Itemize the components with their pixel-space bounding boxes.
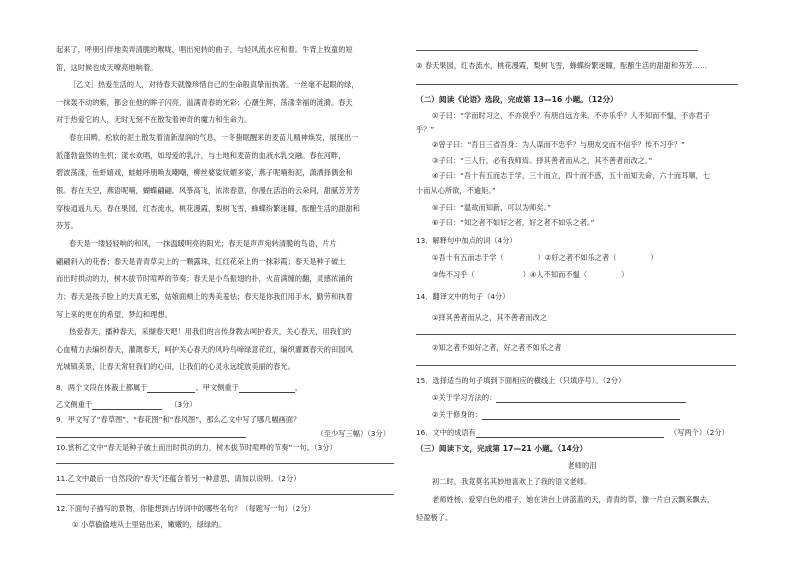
question-14-item-1: ①择其善者而从之，其不善者而改之 bbox=[432, 313, 548, 322]
answer-line[interactable] bbox=[56, 463, 394, 464]
question-13-item: ）②好之者不如乐之者（ bbox=[537, 253, 617, 262]
question-13-row-1 bbox=[416, 253, 748, 263]
text-line: 心血精力去编织春天，灌溉春天，呵护关心春天的风吟鸟啼绿意花红，编织灌溉春天的田园风 bbox=[56, 345, 353, 354]
text-line: ［乙文］热爱生活的人，对待春天就像珍惜自己的生命般真挚而执著。一丝毫不起眼的绿， bbox=[69, 80, 359, 89]
question-14: 14．翻译文中的句子（4分） bbox=[416, 292, 510, 301]
question-8-after: ， bbox=[294, 383, 303, 392]
text-line: 一抹轰不动的紫，都会在他的眸子闪亮，溢满青春的光彩；心潮生辉，荡漾幸福的涟漪。春天 bbox=[56, 98, 353, 107]
text-line: 热爱春天，播种春天，采撷春天吧！用我们的言传身教去呵护春天，关心春天，用我们的 bbox=[69, 327, 352, 336]
answer-blank[interactable] bbox=[482, 411, 680, 420]
answer-blank[interactable] bbox=[476, 429, 664, 438]
question-9: 9．甲文写了“春草图”、“春花图”和“春风图”，那么乙文中写了哪几幅画面？ bbox=[56, 415, 301, 424]
question-13-item: ）④人不知而不愠（ bbox=[522, 270, 588, 279]
answer-blank[interactable] bbox=[496, 394, 686, 403]
text-line: 穿梭逍遥九天。春在果园，红杏流水，桃花漫霞，梨树飞雪，蜂蝶纷繁迷瞳，酝酿生活的甜甜和 bbox=[56, 204, 360, 213]
text-line: 写上来的更在的希望、梦幻和理想。 bbox=[56, 310, 172, 319]
question-15: 15．选择适当的句子填到下面相应的横线上（只填序号）。（2分） bbox=[416, 376, 626, 385]
question-15-item-1 bbox=[416, 393, 748, 403]
question-12-item-1: ① 小草偷偷地从土里钻出来，嫩嫩的，绿绿的。 bbox=[72, 520, 226, 529]
quote-line: ⑤子曰：“温故而知新，可以为师矣。” bbox=[432, 203, 552, 212]
text-line: 光城镇美景，让春天常驻我们的心田，让我们的心灵永远绽放美丽的春光。 bbox=[56, 362, 295, 371]
answer-line[interactable] bbox=[416, 365, 736, 366]
text-line: 起来了，呼朋引伴地卖弄清脆的喉咙，唱出宛转的曲子，与轻风流水应和着。牛背上牧童的短 bbox=[56, 45, 353, 54]
text-line: 春在田畴，松软的泥土散发着清新湿润的气息，一冬蛰眠醒来的麦苗儿精神焕发，展现出一 bbox=[69, 133, 359, 142]
text-line: 派蓬勃盎然的生机；漾水欢唱，如母爱的乳汁，与土地和麦苗的血液水乳交融。春在河畔， bbox=[56, 151, 346, 160]
answer-blank[interactable] bbox=[92, 401, 162, 410]
question-8 bbox=[56, 383, 400, 393]
text-line: 笛，这时候也成天嘹亮地响着。 bbox=[56, 63, 158, 72]
question-15-label: ②关于修身的： bbox=[432, 410, 482, 419]
answer-line[interactable] bbox=[416, 50, 698, 51]
question-15-label: ①关于学习方法的： bbox=[432, 393, 497, 402]
question-8-mid: 。甲文侧重于 bbox=[195, 383, 239, 392]
question-9-note bbox=[56, 429, 400, 439]
text-line: 翩翩斜入的花香；春天是青青草尖上的一颗露珠，红红花朵上的一抹彩霞；春天是种子破土 bbox=[56, 257, 346, 266]
quote-line: ⑥子曰：“知之者不如好之者，好之者不如乐之者。” bbox=[432, 218, 595, 227]
question-score: （3分） bbox=[170, 400, 197, 409]
question-15-item-2 bbox=[416, 410, 748, 420]
story-title: 老师的泪 bbox=[567, 461, 597, 470]
question-13-item: ） bbox=[621, 270, 629, 279]
section-heading: （三）阅读下文，完成第 17—21 小题。（14分） bbox=[416, 444, 588, 453]
story-line: 轻盈极了。 bbox=[416, 513, 453, 522]
quote-line: ②曾子曰：“吾日三省吾身：为人谋而不忠乎？与朋友交而不信乎？传不习乎？” bbox=[432, 140, 685, 149]
quote-line: ④子曰：“吾十有五而志于学，三十而立，四十而不惑，五十而知天命，六十而耳顺，七 bbox=[432, 171, 711, 180]
section-heading: （二）阅读《论语》选段，完成第 13—16 小题。（12分） bbox=[416, 95, 618, 104]
question-8-text: 乙文侧重于 bbox=[56, 400, 93, 409]
text-line: 而出时拱动的力，树木拔节时喧哗的节奏；春天是小鸟振翅的扑，火苗满缠的翻，灵感浓涌的 bbox=[56, 274, 353, 283]
story-line: 初二时，我竟莫名其妙地喜欢上了我的语文老师。 bbox=[432, 477, 592, 486]
question-9-score: （至少写三幅）（3分） bbox=[316, 429, 390, 438]
question-12: 12.下面句子描写的景物，你能想到古诗词中的哪些名句？（每题写一句）（2分） bbox=[56, 504, 315, 513]
question-13-item: ） bbox=[650, 253, 658, 262]
answer-blank[interactable] bbox=[239, 384, 295, 393]
question-13-item: ①吾十有五而志于学（ bbox=[432, 253, 504, 262]
question-16 bbox=[416, 428, 748, 438]
text-line: 碧波荡漾，鱼虾嬉戏，蛙蛙呼朋唤友嘲嘲，柳丝婆娑妩媚多姿，燕子呢喃衔泥，潇洒择偶金和 bbox=[56, 168, 353, 177]
answer-blank[interactable] bbox=[147, 384, 195, 393]
story-line: 老师姓杨，爱穿白色的裙子，她在讲台上讲蓝蓝的天，青青的草，像一片白云飘来飘去， bbox=[432, 495, 715, 504]
answer-line[interactable] bbox=[56, 494, 394, 495]
question-11: 11.乙文中最后一自然段的“春天”还蕴含着另一种意思，请加以说明。（2分） bbox=[56, 474, 301, 483]
text-line: 力；春天是孩子脸上的天真无邪，姑娘面颊上的秀美羞怯；春天是你我们用手水，勤劳和执着 bbox=[56, 292, 353, 301]
question-14-item-2: ②知之者不如好之者，好之者不如乐之者 bbox=[432, 343, 562, 352]
answer-line[interactable] bbox=[416, 84, 738, 85]
quote-line: 乎？” bbox=[416, 125, 435, 134]
question-13-row-2 bbox=[416, 270, 748, 280]
answer-line[interactable] bbox=[416, 334, 736, 335]
question-13: 13．解释句中加点的词（4分） bbox=[416, 236, 517, 245]
question-16-score: （写两个）（2分） bbox=[669, 428, 729, 437]
question-8-continued bbox=[56, 400, 400, 410]
question-12-item-2: ② 春天果园，红杏流水，桃花漫霞，梨树飞雪，蜂蝶纷繁迷瞳，酝酿生活的甜甜和芬芳…… bbox=[416, 61, 708, 70]
text-line: 银。春在天空，燕语呢喃，蝴蝶翩翩。风筝高飞，浓浓春意，你漫在活泊的云朵间，甜腻芳芳芳 bbox=[56, 186, 360, 195]
question-8-text: 8．两个文段在体裁上都属于 bbox=[56, 383, 148, 392]
text-line: 芬芳。 bbox=[56, 221, 78, 230]
question-10: 10.赏析乙文中“春天是种子破土而出时拱动的力，树木拔节时喧哗的节奏”一句。（3分） bbox=[56, 443, 337, 452]
quote-line: ①子曰：“学而时习之，不亦说乎？有朋自远方来，不亦乐乎？人不知而不愠，不亦君子 bbox=[432, 111, 711, 120]
quote-line: 十而从心所欲，不逾矩。” bbox=[416, 186, 496, 195]
text-line: 春天是一缕轻轻响的和风，一抹温暖明亮的阳光；春天是声声宛转清脆的鸟语，片片 bbox=[69, 239, 337, 248]
answer-blank[interactable] bbox=[56, 429, 246, 438]
quote-line: ③子曰：“三人行，必有我师焉。择其善者而从之，其不善者而改之。” bbox=[432, 156, 653, 165]
question-16-text: 16．文中的成语有 bbox=[416, 428, 476, 437]
question-13-item: ③传不习乎（ bbox=[432, 270, 475, 279]
text-line: 对于热爱它的人，无时无刻不在散发着神奇的魔力和生命力。 bbox=[56, 115, 252, 124]
